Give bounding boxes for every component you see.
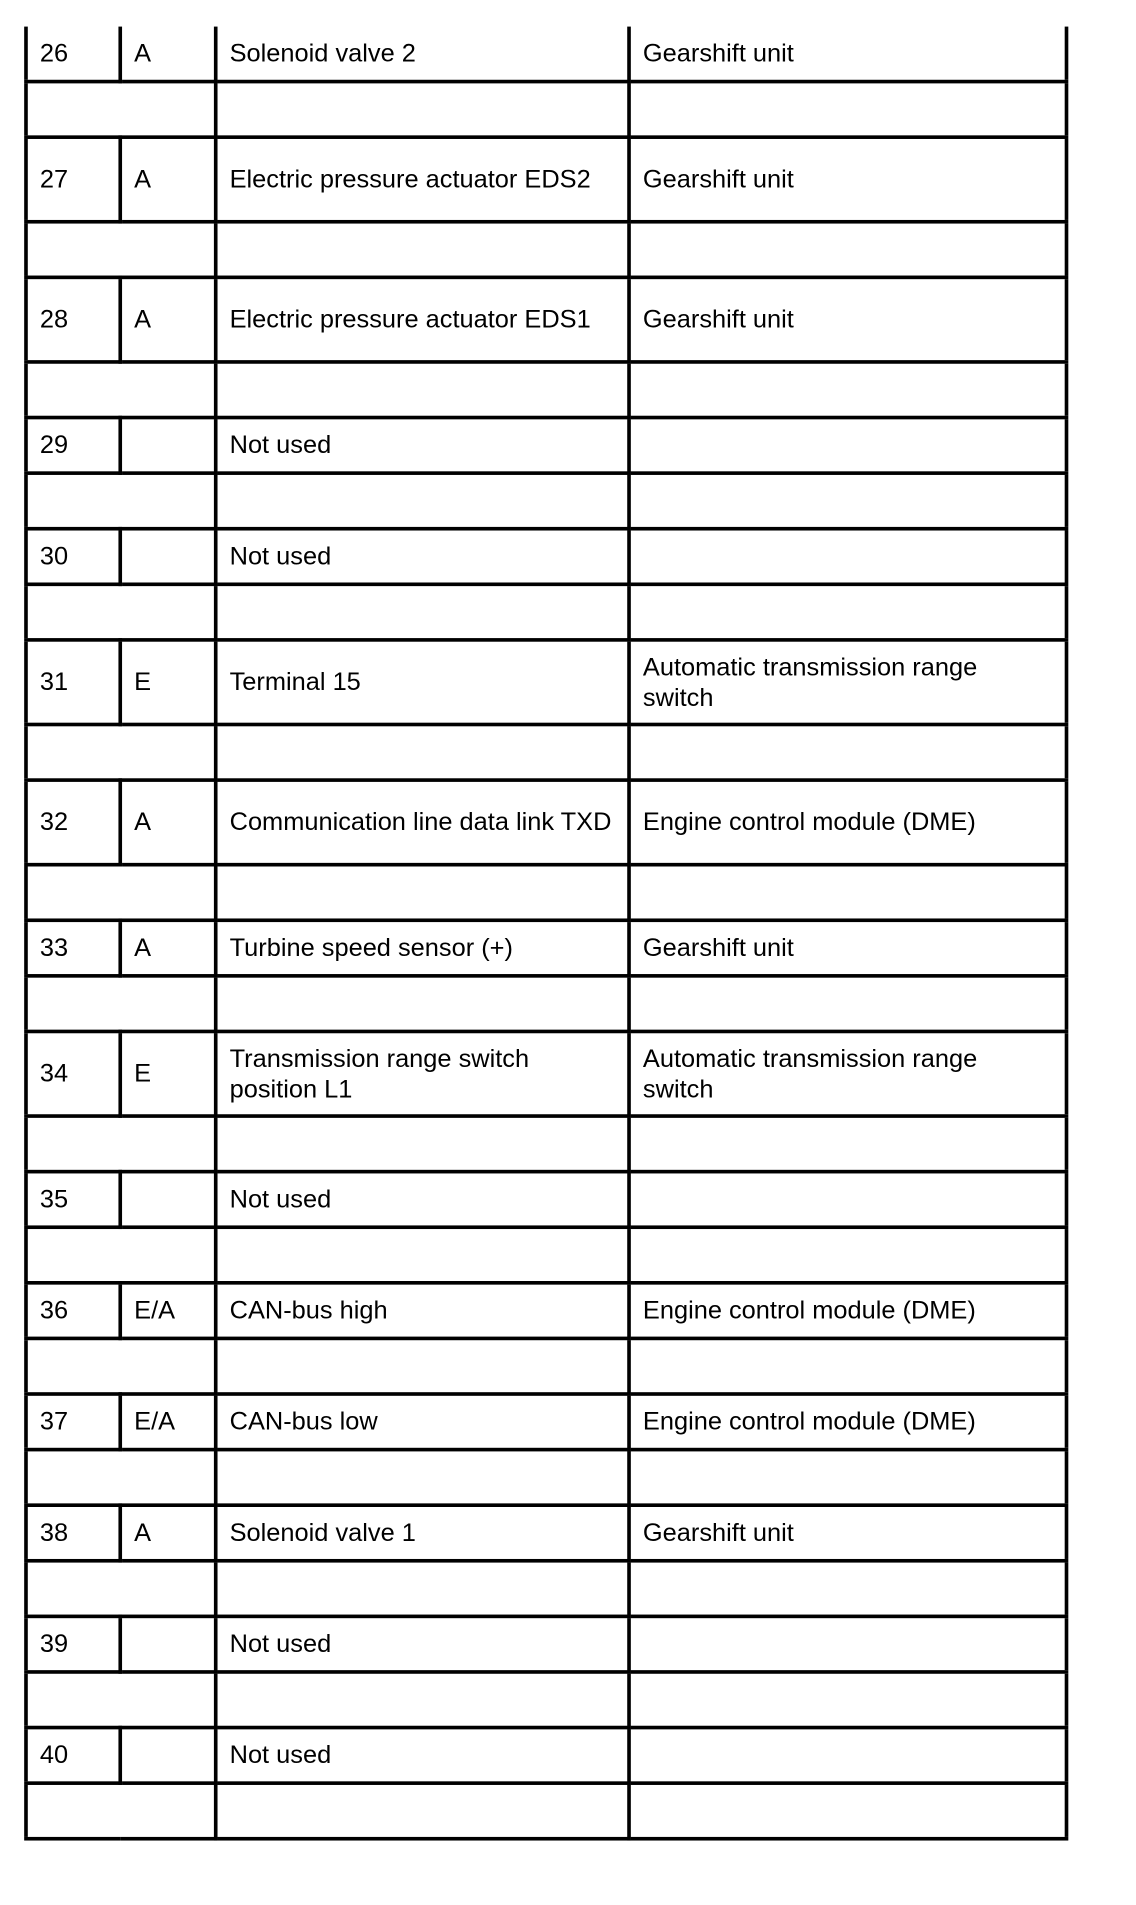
- spacer-row: [26, 362, 1067, 418]
- pin-description: Not used: [216, 1728, 629, 1784]
- table-row: [26, 1031, 1067, 1116]
- pin-connection: [629, 1728, 1066, 1784]
- table-row: [26, 920, 1067, 976]
- pin-number: 28: [26, 277, 120, 362]
- pin-number: 39: [26, 1616, 120, 1672]
- table-row: [26, 137, 1067, 222]
- pin-number: 37: [26, 1394, 120, 1450]
- pin-description: Communication line data link TXD: [216, 780, 629, 865]
- pin-description: Transmission range switch position L1: [216, 1031, 629, 1116]
- spacer-row: [26, 976, 1067, 1032]
- pin-connection: Engine control module (DME): [629, 780, 1066, 865]
- signal-direction: [120, 1172, 215, 1228]
- spacer-row: [26, 222, 1067, 278]
- signal-direction: A: [120, 27, 215, 82]
- signal-direction: A: [120, 137, 215, 222]
- table-row: [26, 640, 1067, 725]
- spacer-row: [26, 1672, 1067, 1728]
- pin-description: Electric pressure actuator EDS1: [216, 277, 629, 362]
- table-row: [26, 1728, 1067, 1784]
- signal-direction: E/A: [120, 1394, 215, 1450]
- signal-direction: [120, 1616, 215, 1672]
- signal-direction: A: [120, 277, 215, 362]
- spacer-row: [26, 82, 1067, 138]
- table-row: [26, 418, 1067, 474]
- signal-direction: E: [120, 640, 215, 725]
- table-row: [26, 27, 1067, 82]
- pin-connection: Automatic transmission range switch: [629, 640, 1066, 725]
- table-row: [26, 1505, 1067, 1561]
- pin-number: 27: [26, 137, 120, 222]
- pin-number: 26: [26, 27, 120, 82]
- pin-connection: Engine control module (DME): [629, 1394, 1066, 1450]
- pin-number: 29: [26, 418, 120, 474]
- pin-number: 33: [26, 920, 120, 976]
- signal-direction: E/A: [120, 1283, 215, 1339]
- pin-description: CAN-bus low: [216, 1394, 629, 1450]
- signal-direction: [120, 418, 215, 474]
- table-row: [26, 1616, 1067, 1672]
- table-row: [26, 529, 1067, 585]
- pin-number: 32: [26, 780, 120, 865]
- pin-description: Turbine speed sensor (+): [216, 920, 629, 976]
- pin-number: 35: [26, 1172, 120, 1228]
- spacer-row: [26, 1227, 1067, 1283]
- pin-number: 34: [26, 1031, 120, 1116]
- pin-connection: Engine control module (DME): [629, 1283, 1066, 1339]
- table-row: [26, 277, 1067, 362]
- pin-connection: [629, 1616, 1066, 1672]
- table-row: [26, 780, 1067, 865]
- pin-connection: Gearshift unit: [629, 27, 1066, 82]
- signal-direction: A: [120, 920, 215, 976]
- table-row: [26, 1283, 1067, 1339]
- table-row: [26, 1172, 1067, 1228]
- pin-connection: Gearshift unit: [629, 277, 1066, 362]
- pin-description: Solenoid valve 1: [216, 1505, 629, 1561]
- spacer-row: [26, 1783, 1067, 1839]
- pin-connection: Automatic transmission range switch: [629, 1031, 1066, 1116]
- pin-number: 40: [26, 1728, 120, 1784]
- spacer-row: [26, 1116, 1067, 1172]
- pin-connection: Gearshift unit: [629, 920, 1066, 976]
- signal-direction: A: [120, 780, 215, 865]
- pin-description: Not used: [216, 1172, 629, 1228]
- pin-connection: Gearshift unit: [629, 1505, 1066, 1561]
- signal-direction: E: [120, 1031, 215, 1116]
- spacer-row: [26, 1450, 1067, 1506]
- spacer-row: [26, 584, 1067, 640]
- pin-description: Terminal 15: [216, 640, 629, 725]
- signal-direction: [120, 1728, 215, 1784]
- spacer-row: [26, 1561, 1067, 1617]
- pin-description: Not used: [216, 418, 629, 474]
- pin-description: Solenoid valve 2: [216, 27, 629, 82]
- signal-direction: [120, 529, 215, 585]
- spacer-row: [26, 1338, 1067, 1394]
- pin-connection: Gearshift unit: [629, 137, 1066, 222]
- pin-number: 31: [26, 640, 120, 725]
- pin-assignment-table: [24, 27, 1068, 1841]
- pin-connection: [629, 529, 1066, 585]
- spacer-row: [26, 724, 1067, 780]
- pin-connection: [629, 1172, 1066, 1228]
- spacer-row: [26, 865, 1067, 921]
- pin-number: 36: [26, 1283, 120, 1339]
- pin-connection: [629, 418, 1066, 474]
- pin-description: Not used: [216, 1616, 629, 1672]
- pin-description: CAN-bus high: [216, 1283, 629, 1339]
- pin-description: Not used: [216, 529, 629, 585]
- spacer-row: [26, 473, 1067, 529]
- pin-description: Electric pressure actuator EDS2: [216, 137, 629, 222]
- pin-number: 38: [26, 1505, 120, 1561]
- pin-number: 30: [26, 529, 120, 585]
- signal-direction: A: [120, 1505, 215, 1561]
- table-row: [26, 1394, 1067, 1450]
